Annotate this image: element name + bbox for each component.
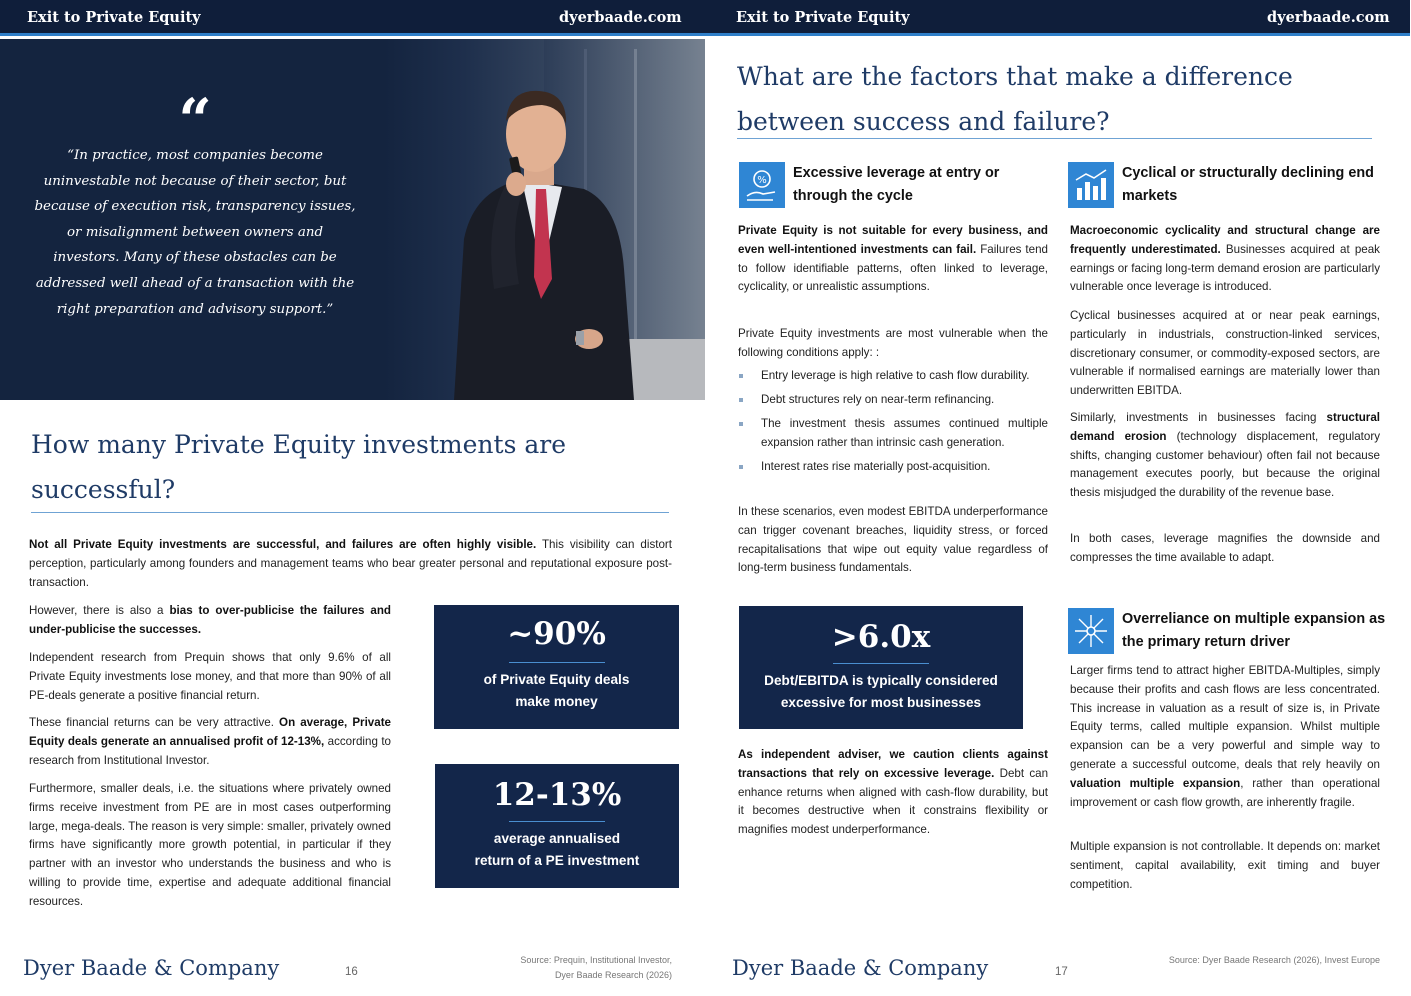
stat-value: 12-13% [492, 777, 622, 813]
paragraph-pe-not-suitable: Private Equity is not suitable for every business, and even well-intentioned investments can fail. Failures tend to follow identifiable patterns, often linked to leverage, cyclicality, or unrealistic assumptions. [738, 224, 1048, 294]
card-title-declining-markets: Cyclical or structurally declining end markets [1122, 165, 1374, 204]
stat-label-line1: Debt/EBITDA is typically considered [764, 673, 998, 688]
stat-box-12-13-percent [435, 764, 679, 888]
page-number: 16 [345, 966, 358, 978]
hero-photo-businessman [384, 39, 705, 400]
list-item: Debt structures rely on near-term refinancing. [738, 391, 1048, 410]
page-left [0, 0, 705, 996]
declining-market-chart-icon [1068, 162, 1114, 208]
hero-quote-panel [0, 39, 705, 400]
stat-divider [509, 662, 605, 663]
paragraph-scenarios: In these scenarios, even modest EBITDA underperformance can trigger covenant breaches, liquidity stress, or forced recapitalisations that wipe out equity value regardless of long-term business fundamentals. [738, 505, 1048, 575]
stat-label-line1: of Private Equity deals [483, 672, 630, 687]
header-bar-right [705, 0, 1410, 36]
paragraph-cyclical-businesses: Cyclical businesses acquired at or near peak earnings, particularly in industrials, construction-linked services, discretionary consumer, or commodity-exposed sectors, are vulnerable if normalised earnings are materially lower than underwritten EBITDA. [1070, 309, 1380, 398]
paragraph-demand-erosion: Similarly, investments in businesses facing structural demand erosion (technology displacement, regulatory shifts, changing customer behaviour) often fail not because management executes poorly, but because the original thesis misjudged the durability of the revenue base. [1070, 411, 1380, 500]
list-item: Interest rates rise materially post-acquisition. [738, 458, 1048, 477]
stat-label-line2: return of a PE investment [474, 853, 640, 868]
stat-label-line1: average annualised [493, 831, 621, 846]
paragraph-not-controllable: Multiple expansion is not controllable. It depends on: market sentiment, capital availability, exit timing and buyer competition. [1070, 840, 1380, 891]
stat-divider [509, 821, 605, 822]
stat-value: >6.0x [831, 619, 931, 655]
paragraph-macro-cyclicality: Macroeconomic cyclicality and structural change are frequently underestimated. Businesses acquired at peak earnings or facing long-term demand erosion are particularly vulnerable once leverage is introduced. [1070, 224, 1380, 294]
leverage-icon [739, 162, 785, 208]
paragraph-multiple-expansion: Larger firms tend to attract higher EBITDA-Multiples, simply because their profits and cash flows are less concentrated. This increase in valuation as a result of size is, in Private Equity terms, called multiple expansion. Whilst multiple expansion can be a very powerful and simple way to generate a successful outcome, deals that rely heavily on valuation multiple expansion, rather than operational improvement or cash flow growth, are inherently fragile. [1070, 664, 1380, 809]
list-item: The investment thesis assumes continued multiple expansion rather than intrinsic cash generation. [738, 415, 1048, 452]
header-title: Exit to Private Equity [27, 9, 201, 26]
paragraph-returns: These financial returns can be very attractive. On average, Private Equity deals generate an annualised profit of 12-13%, according to research from Institutional Investor. [29, 716, 391, 767]
paragraph-smaller-deals: Furthermore, smaller deals, i.e. the situations where privately owned firms receive investment from PE are in most cases outperforming large, mega-deals. The reason is very simple: smaller, privately owned firms have significantly more growth potential, in particular if they partner with an investor who understands the business and who is willing to provide time, expertise and adequate additional financial resources. [29, 782, 391, 908]
stat-box-90-percent [434, 605, 679, 729]
paragraph-prequin: Independent research from Prequin shows that only 9.6% of all Private Equity investments lose money, and that more than 90% of all PE-deals generate a positive financial return. [29, 651, 391, 702]
header-bar-left [0, 0, 705, 36]
page-right [705, 0, 1410, 996]
businessman-on-phone-image [384, 39, 705, 400]
paragraph-intro: Not all Private Equity investments are successful, and failures are often highly visible. This visibility can distort perception, particularly among founders and management teams who bear greater personal and reputational exposure post-transaction. [29, 538, 672, 589]
paragraph-vulnerable-conditions: Private Equity investments are most vulnerable when the following conditions apply: : [738, 327, 1048, 359]
paragraph-leverage-magnifies: In both cases, leverage magnifies the downside and compresses the time available to adapt. [1070, 532, 1380, 564]
multiple-expansion-arrows-icon [1068, 608, 1114, 654]
footer-brand-logo: Dyer Baade & Company [732, 956, 989, 980]
stat-label-line2: excessive for most businesses [780, 695, 982, 710]
conditions-list [738, 367, 1048, 482]
stat-divider [833, 663, 929, 664]
section-heading-success: How many Private Equity investments are successful? [31, 430, 566, 504]
section-heading-factors: What are the factors that make a difference between success and failure? [737, 62, 1293, 136]
card-title-leverage: Excessive leverage at entry or through the cycle [793, 165, 1000, 204]
card-title-multiple-expansion: Overreliance on multiple expansion as the primary return driver [1122, 611, 1386, 650]
stat-value: ~90% [507, 616, 606, 652]
quote-mark-icon: “ [178, 86, 212, 154]
stat-label-line2: make money [515, 694, 598, 709]
heading-divider [737, 138, 1372, 139]
header-title: Exit to Private Equity [736, 9, 910, 26]
header-site-link[interactable]: dyerbaade.com [1267, 9, 1390, 26]
list-item: Entry leverage is high relative to cash flow durability. [738, 367, 1048, 386]
footer-source: Source: Prequin, Institutional Investor, Dyer Baade Research (2026) [520, 955, 672, 980]
stat-box-debt-ebitda [739, 606, 1023, 729]
paragraph-bias: However, there is also a bias to over-publicise the failures and under-publicise the successes. [29, 604, 392, 636]
svg-text:%: % [757, 175, 767, 186]
footer-source: Source: Dyer Baade Research (2026), Invest Europe [1168, 955, 1380, 965]
header-site-link[interactable]: dyerbaade.com [559, 9, 682, 26]
footer-brand-logo: Dyer Baade & Company [23, 956, 280, 980]
paragraph-adviser-caution: As independent adviser, we caution clients against transactions that rely on excessive leverage. Debt can enhance returns when aligned with cash-flow durability, but it becomes destructive when it constrains flexibility or magnifies modest underperformance. [738, 748, 1049, 837]
page-number: 17 [1055, 966, 1068, 978]
hero-quote-text: “In practice, most companies become uninvestable not because of their sector, but because of execution risk, transparency issues, or misalignment between owners and investors. Many of these obstacles can be addressed well ahead of a transaction with the right preparation and advisory support.” [34, 148, 356, 317]
heading-divider [31, 512, 669, 513]
